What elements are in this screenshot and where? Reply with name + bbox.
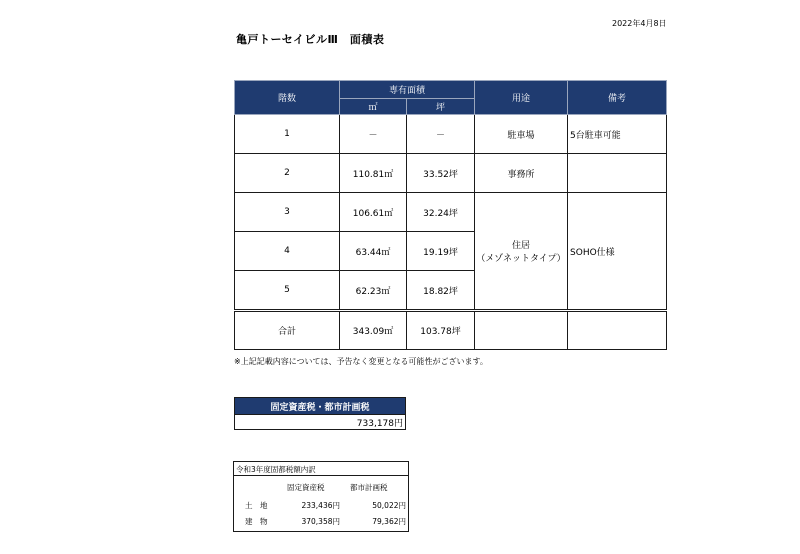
total-label: 合計 bbox=[235, 311, 340, 350]
breakdown-col-city: 都市計画税 bbox=[350, 483, 388, 492]
breakdown-row-city: 79,362円 bbox=[372, 517, 406, 526]
table-row bbox=[235, 154, 667, 193]
divider bbox=[234, 475, 408, 476]
tax-breakdown-table bbox=[233, 461, 409, 532]
header-unit-tsubo: 坪 bbox=[407, 99, 475, 115]
page-title: 亀戸トーセイビルⅢ 面積表 bbox=[236, 33, 385, 46]
tsubo-cell: 18.82坪 bbox=[407, 271, 475, 311]
sqm-cell: 62.23㎡ bbox=[340, 271, 407, 311]
breakdown-col-fixed: 固定資産税 bbox=[287, 483, 325, 492]
use-cell-residential bbox=[475, 193, 568, 311]
total-row bbox=[235, 311, 667, 350]
use-cell: 駐車場 bbox=[475, 115, 568, 154]
tsubo-cell: － bbox=[407, 115, 475, 154]
tsubo-cell: 32.24坪 bbox=[407, 193, 475, 232]
breakdown-row-label: 土 地 bbox=[245, 501, 268, 510]
header-area: 専有面積 bbox=[340, 81, 475, 99]
breakdown-row-fixed: 370,358円 bbox=[301, 517, 340, 526]
total-remarks-cell bbox=[568, 311, 667, 350]
header-floor: 階数 bbox=[235, 81, 340, 115]
total-use-cell bbox=[475, 311, 568, 350]
sqm-cell: 106.61㎡ bbox=[340, 193, 407, 232]
floor-cell: 4 bbox=[235, 232, 340, 271]
table-row bbox=[235, 193, 667, 232]
tax-header: 固定資産税・都市計画税 bbox=[235, 398, 406, 415]
header-use: 用途 bbox=[475, 81, 568, 115]
breakdown-row-fixed: 233,436円 bbox=[301, 501, 340, 510]
use-residential-line1: 住居 bbox=[512, 241, 531, 251]
document-date: 2022年4月8日 bbox=[612, 19, 667, 28]
sqm-cell: 63.44㎡ bbox=[340, 232, 407, 271]
tax-summary-box bbox=[234, 397, 406, 430]
sqm-cell: － bbox=[340, 115, 407, 154]
total-tsubo: 103.78坪 bbox=[407, 311, 475, 350]
breakdown-title: 令和3年度固都税額内訳 bbox=[236, 465, 316, 474]
tsubo-cell: 19.19坪 bbox=[407, 232, 475, 271]
tsubo-cell: 33.52坪 bbox=[407, 154, 475, 193]
sqm-cell: 110.81㎡ bbox=[340, 154, 407, 193]
floor-cell: 3 bbox=[235, 193, 340, 232]
floor-cell: 5 bbox=[235, 271, 340, 311]
tax-amount: 733,178円 bbox=[235, 415, 406, 430]
use-cell: 事務所 bbox=[475, 154, 568, 193]
table-row bbox=[235, 115, 667, 154]
header-unit-sqm: ㎡ bbox=[340, 99, 407, 115]
total-sqm: 343.09㎡ bbox=[340, 311, 407, 350]
remarks-cell bbox=[568, 154, 667, 193]
floor-cell: 2 bbox=[235, 154, 340, 193]
disclaimer-note: ※上記記載内容については、予告なく変更となる可能性がございます。 bbox=[234, 357, 488, 366]
remarks-cell: 5台駐車可能 bbox=[568, 115, 667, 154]
area-table bbox=[234, 80, 667, 350]
remarks-cell-residential: SOHO仕様 bbox=[568, 193, 667, 311]
breakdown-row-label: 建 物 bbox=[245, 517, 268, 526]
use-residential-line2: （メゾネットタイプ） bbox=[476, 254, 566, 264]
header-remarks: 備考 bbox=[568, 81, 667, 115]
breakdown-row-city: 50,022円 bbox=[372, 501, 406, 510]
floor-cell: 1 bbox=[235, 115, 340, 154]
